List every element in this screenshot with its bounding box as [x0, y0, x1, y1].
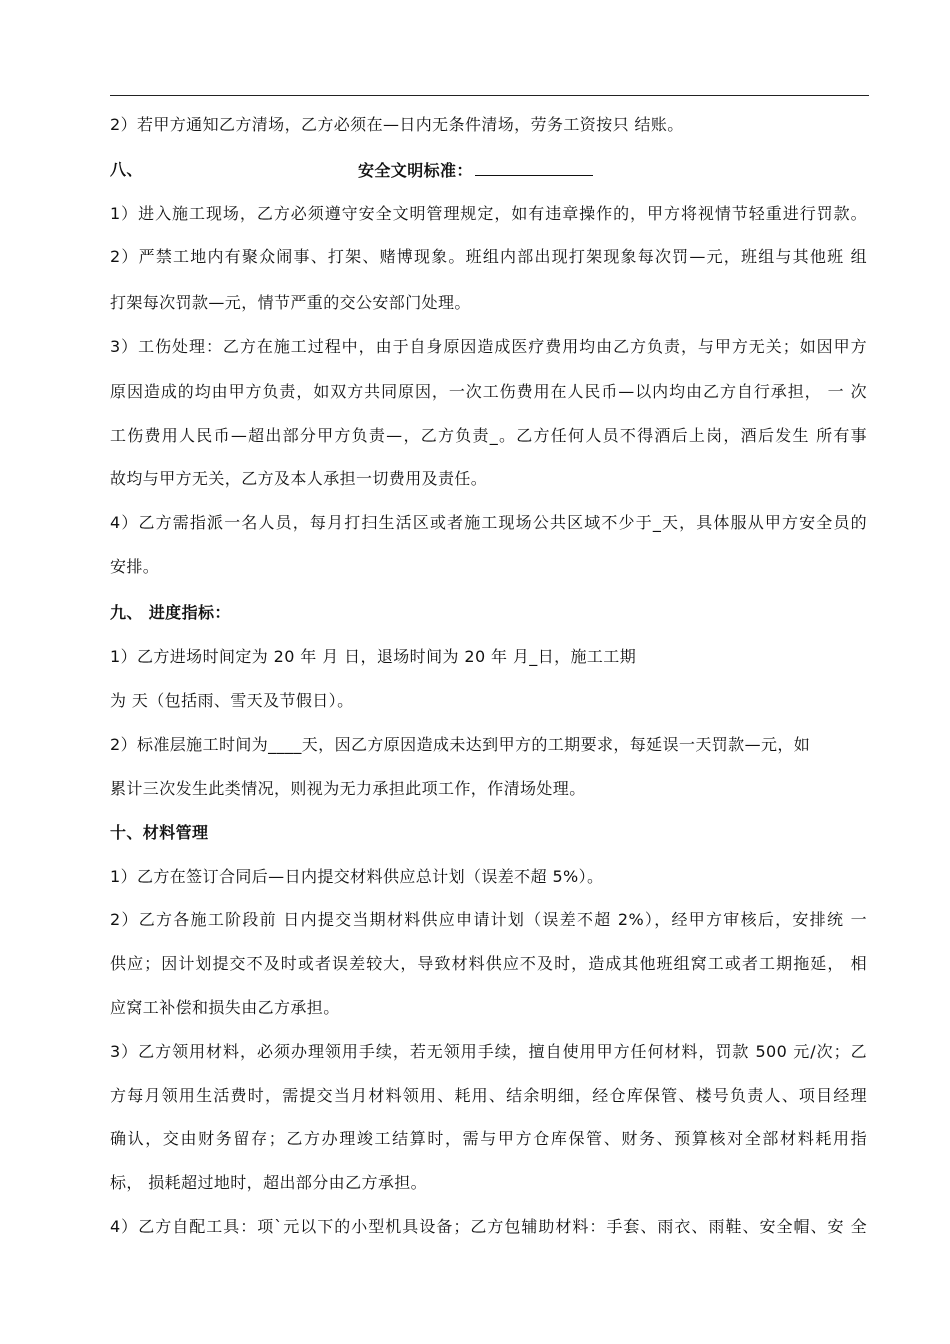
clause-10-3-line3: 确认，交由财务留存；乙方办理竣工结算时，需与甲方仓库保管、财务、预算核对全部材料耗用指 — [110, 1129, 867, 1148]
clause-8-4-line2: 安排。 — [110, 557, 160, 576]
clause-8-3-line2: 原因造成的均由甲方负责，如双方共同原因，一次工伤费用在人民币—以内均由乙方自行承担， 一 次 — [110, 382, 867, 401]
section-8-number: 八、 — [110, 160, 143, 179]
clause-9-2-line1: 2）标准层施工时间为____天，因乙方原因造成未达到甲方的工期要求，每延误一天罚款—元，如 — [110, 735, 811, 754]
header-rule — [110, 95, 869, 96]
clause-10-2-line2: 供应；因计划提交不及时或者误差较大，导致材料供应不及时，造成其他班组窝工或者工期拖延， 相 — [110, 954, 867, 973]
clause-8-3-line3: 工伤费用人民币—超出部分甲方负责—，乙方负责_。乙方任何人员不得酒后上岗，酒后发生 所有事 — [110, 426, 867, 445]
clause-8-3-line4: 故均与甲方无关，乙方及本人承担一切费用及责任。 — [110, 469, 488, 488]
clause-10-3-line4: 标， 损耗超过地时，超出部分由乙方承担。 — [110, 1173, 428, 1192]
section-8-blank — [475, 159, 593, 176]
clause-8-2-line1: 2）严禁工地内有聚众闹事、打架、赌博现象。班组内部出现打架现象每次罚—元，班组与其他班 组 — [110, 247, 867, 266]
clause-9-2-line2: 累计三次发生此类情况，则视为无力承担此项工作，作清场处理。 — [110, 779, 586, 798]
clause-9-1-line1: 1）乙方进场时间定为 20 年 月 日，退场时间为 20 年 月_日，施工工期 — [110, 647, 637, 666]
clause-8-1: 1）进入施工现场，乙方必须遵守安全文明管理规定，如有违章操作的，甲方将视情节轻重进行罚款。 — [110, 204, 867, 223]
clause-10-3-line2: 方每月领用生活费时，需提交当月材料领用、耗用、结余明细，经仓库保管、楼号负责人、项目经理 — [110, 1086, 867, 1105]
clause-10-4-line1: 4）乙方自配工具：项`元以下的小型机具设备；乙方包辅助材料：手套、雨衣、雨鞋、安全帽、安 全 — [110, 1217, 867, 1236]
section-8-heading — [110, 159, 867, 181]
clause-8-2-line2: 打架每次罚款—元，情节严重的交公安部门处理。 — [110, 293, 471, 312]
section-10-heading: 十、材料管理 — [110, 823, 209, 842]
clause-10-1: 1）乙方在签订合同后—日内提交材料供应总计划（误差不超 5%）。 — [110, 867, 604, 886]
section-8-title: 安全文明标准： — [358, 161, 473, 180]
clause-8-3-line1: 3）工伤处理：乙方在施工过程中，由于自身原因造成医疗费用均由乙方负责，与甲方无关；如因甲方 — [110, 337, 867, 356]
clause-10-2-line3: 应窝工补偿和损失由乙方承担。 — [110, 998, 340, 1017]
clause-10-3-line1: 3）乙方领用材料，必须办理领用手续，若无领用手续，擅自使用甲方任何材料，罚款 500 元/次；乙 — [110, 1042, 867, 1061]
clause-7-2: 2）若甲方通知乙方清场，乙方必须在—日内无条件清场，劳务工资按只 结账。 — [110, 115, 684, 134]
clause-9-1-line2: 为 天（包括雨、雪天及节假日）。 — [110, 691, 354, 710]
section-8-title-wrap — [358, 159, 593, 182]
section-9-heading: 九、 进度指标： — [110, 603, 231, 622]
clause-8-4-line1: 4）乙方需指派一名人员，每月打扫生活区或者施工现场公共区域不少于_天，具体服从甲方安全员的 — [110, 513, 867, 532]
clause-10-2-line1: 2）乙方各施工阶段前 日内提交当期材料供应申请计划（误差不超 2%），经甲方审核后，安排统 一 — [110, 910, 867, 929]
